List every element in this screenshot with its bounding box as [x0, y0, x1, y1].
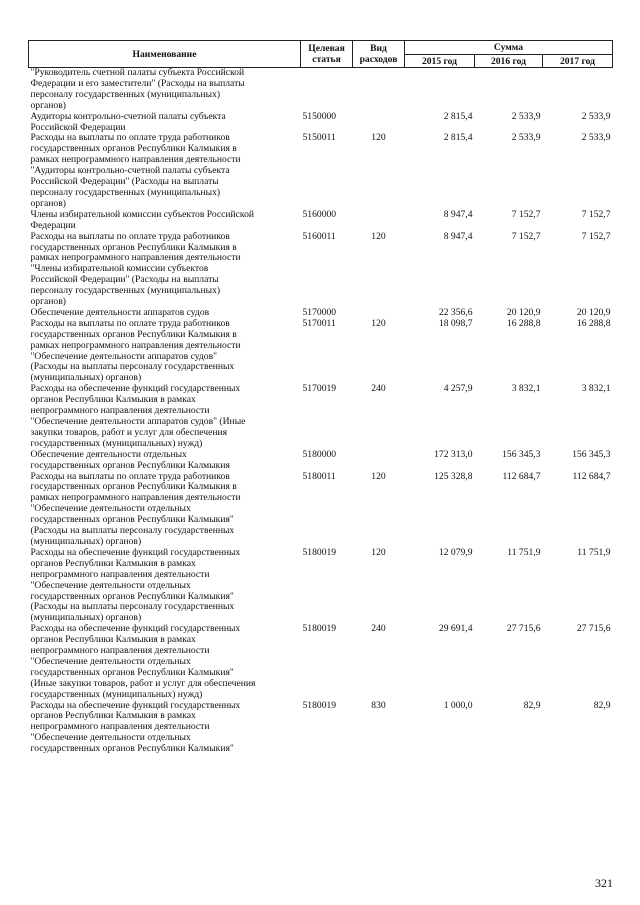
row-sum-2016: 20 120,9 [506, 306, 541, 318]
row-sum-2015: 29 691,4 [438, 623, 473, 635]
header-target-article: Целевая статья [301, 41, 353, 68]
row-sum-2015 [405, 68, 475, 112]
table-row [29, 319, 613, 384]
row-target-article: 5150011 [302, 132, 336, 144]
row-sum-2015: 12 079,9 [438, 546, 473, 558]
row-sum-2015: 2 815,4 [443, 132, 473, 144]
row-name: Расходы на обеспечение функций государственных органов Республики Калмыкия в рамках непрограммного направления деятельности "Обеспечение деятельности аппаратов судов" (Иные закупки товаров, работ и услуг для обеспечения государственных (муниципальных) нужд) [30, 383, 246, 449]
row-expense-type: 120 [371, 132, 386, 144]
row-sum-2015: 4 257,9 [443, 383, 473, 395]
table-row [29, 68, 613, 112]
row-expense-type [353, 68, 405, 112]
row-expense-type: 240 [371, 623, 386, 635]
row-name: Расходы на выплаты по оплате труда работников государственных органов Республики Калмыкия в рамках непрограммного направления деятельности "Обеспечение деятельности аппаратов судов" (Расходы на выплаты персоналу государственных (муниципальных) органов) [30, 317, 241, 384]
header-sum: Сумма [405, 41, 613, 55]
table-row [29, 210, 613, 232]
row-name: Расходы на обеспечение функций государственных органов Республики Калмыкия в рамках непрограммного направления деятельности "Обеспечение деятельности отдельных государственных органов Республики Калмыкия" [30, 699, 241, 755]
table-header [29, 41, 613, 68]
row-target-article: 5160000 [302, 208, 337, 220]
row-sum-2016: 2 533,9 [511, 132, 541, 144]
table-row [29, 701, 613, 756]
row-sum-2015: 8 947,4 [443, 208, 473, 220]
row-sum-2015: 18 098,7 [438, 317, 473, 329]
header-name: Наименование [29, 41, 301, 68]
table-row [29, 548, 613, 624]
row-expense-type: 120 [371, 230, 386, 242]
row-sum-2017: 7 152,7 [581, 208, 611, 220]
table-row [29, 133, 613, 209]
header-year-2015: 2015 год [405, 55, 475, 68]
row-target-article: 5180019 [302, 623, 337, 635]
row-expense-type [353, 450, 405, 472]
row-target-article: 5180000 [302, 448, 337, 460]
row-sum-2017: 7 152,7 [581, 230, 611, 242]
header-year-2017: 2017 год [543, 55, 613, 68]
row-sum-2016: 7 152,7 [511, 230, 541, 242]
row-target-article: 5180011 [302, 470, 336, 482]
row-sum-2016: 7 152,7 [511, 208, 541, 220]
table-row [29, 472, 613, 548]
row-sum-2015: 172 313,0 [434, 448, 473, 460]
row-sum-2015: 8 947,4 [443, 230, 473, 242]
table-row [29, 450, 613, 472]
row-name: Члены избирательной комиссии субъектов Российской Федерации [30, 208, 255, 231]
row-target-article: 5150000 [302, 110, 337, 122]
row-sum-2016: 112 684,7 [502, 470, 541, 482]
row-sum-2016 [475, 68, 543, 112]
row-target-article: 5180019 [302, 699, 337, 711]
row-expense-type [353, 210, 405, 232]
row-sum-2015: 1 000,0 [443, 699, 473, 711]
row-sum-2016: 82,9 [523, 699, 541, 711]
row-name: Расходы на выплаты по оплате труда работников государственных органов Республики Калмыкия в рамках непрограммного направления деятельности "Члены избирательной комиссии субъектов Российской Федерации" (Расходы на выплаты персоналу государственных (муниципальных) органов) [30, 230, 241, 308]
row-sum-2017: 112 684,7 [572, 470, 611, 482]
row-expense-type: 240 [371, 383, 386, 395]
row-sum-2017: 27 715,6 [576, 623, 611, 635]
row-expense-type: 120 [371, 317, 386, 329]
row-name: Расходы на обеспечение функций государственных органов Республики Калмыкия в рамках непрограммного направления деятельности "Обеспечение деятельности отдельных государственных органов Республики Калмыкия" (Расходы на выплаты персоналу государственных (муниципальных) органов) [30, 546, 241, 624]
row-sum-2016: 27 715,6 [506, 623, 541, 635]
table-body [29, 68, 613, 756]
row-expense-type: 120 [371, 546, 386, 558]
row-expense-type: 830 [371, 699, 386, 711]
row-target-article: 5170019 [302, 383, 337, 395]
row-sum-2017: 16 288,8 [576, 317, 611, 329]
row-sum-2017: 20 120,9 [576, 306, 611, 318]
row-sum-2015: 2 815,4 [443, 110, 473, 122]
row-target-article: 5170011 [302, 317, 336, 329]
header-year-2016: 2016 год [475, 55, 543, 68]
row-name: Обеспечение деятельности отдельных государственных органов Республики Калмыкия [30, 448, 230, 471]
row-target-article [301, 68, 353, 112]
row-name: Расходы на выплаты по оплате труда работников государственных органов Республики Калмыкия в рамках непрограммного направления деятельности "Обеспечение деятельности отдельных государственных органов Республики Калмыкия" (Расходы на выплаты персоналу государственных (муниципальных) органов) [30, 470, 241, 547]
row-name: Расходы на выплаты по оплате труда работников государственных органов Республики Калмыкия в рамках непрограммного направления деятельности "Аудиторы контрольно-счетной палаты субъекта Российской Федерации" (Расходы на выплаты персоналу государственных (муниципальных) органов) [30, 132, 241, 209]
row-expense-type: 120 [371, 470, 386, 482]
row-sum-2016: 16 288,8 [506, 317, 541, 329]
row-sum-2016: 11 751,9 [507, 546, 541, 558]
row-name: Обеспечение деятельности аппаратов судов [30, 306, 210, 318]
row-target-article: 5170000 [302, 306, 337, 318]
row-name: Аудиторы контрольно-счетной палаты субъекта Российской Федерации [30, 110, 226, 133]
row-sum-2015: 22 356,6 [438, 306, 473, 318]
row-sum-2017: 3 832,1 [581, 383, 611, 395]
row-sum-2017: 156 345,3 [572, 448, 611, 460]
row-target-article: 5180019 [302, 546, 337, 558]
row-sum-2016: 156 345,3 [502, 448, 541, 460]
row-name: "Руководитель счетной палаты субъекта Российской Федерации и его заместители" (Расходы на выплаты персоналу государственных (муниципальных) органов) [30, 67, 245, 111]
table-row [29, 384, 613, 449]
row-sum-2016: 2 533,9 [511, 110, 541, 122]
row-sum-2017: 2 533,9 [581, 132, 611, 144]
row-sum-2016: 3 832,1 [511, 383, 541, 395]
row-expense-type [353, 112, 405, 134]
row-sum-2017: 11 751,9 [577, 546, 611, 558]
page-number: 321 [595, 876, 613, 890]
header-expense-type: Вид расходов [353, 41, 405, 68]
row-sum-2017: 2 533,9 [581, 110, 611, 122]
row-sum-2017 [543, 68, 613, 112]
row-sum-2015: 125 328,8 [434, 470, 473, 482]
table-row [29, 624, 613, 700]
row-target-article: 5160011 [302, 230, 336, 242]
row-sum-2017: 82,9 [593, 699, 611, 711]
table-row [29, 232, 613, 308]
budget-table [28, 40, 613, 755]
table-row [29, 112, 613, 134]
row-name: Расходы на обеспечение функций государственных органов Республики Калмыкия в рамках непрограммного направления деятельности "Обеспечение деятельности отдельных государственных органов Республики Калмыкия" (Иные закупки товаров, работ и услуг для обеспечения государственных (муниципальных) нужд) [30, 623, 256, 700]
